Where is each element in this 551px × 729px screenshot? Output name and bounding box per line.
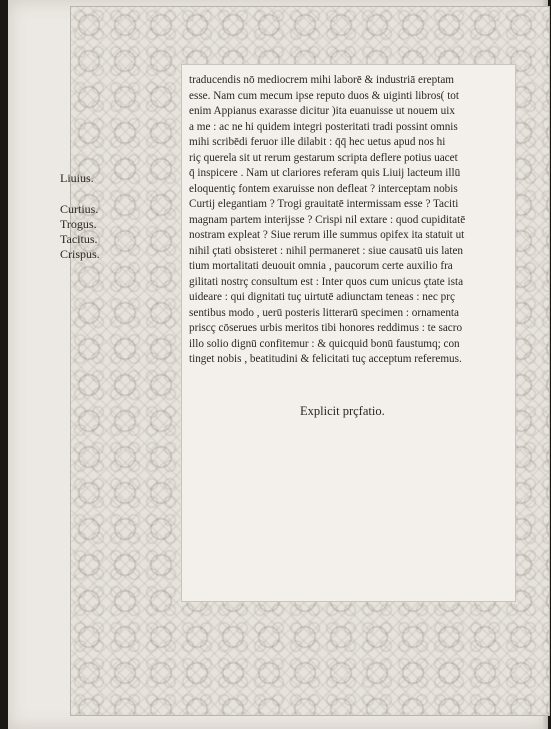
text-line: sentibus modo , uerū posteris litterarū specimen : ornamenta [189, 306, 459, 319]
text-line: a me : ac ne hi quidem integri posteritati tradi possint omnis [189, 120, 458, 133]
margin-note-livius: Liuius. [60, 171, 94, 185]
text-line: illo solio dignū confitemur : & quicquid bonū faustumq; con [189, 337, 460, 350]
margin-note-tacitus: Tacitus. [60, 232, 98, 246]
text-line: uideare : qui dignitati tuç uirtutē adiunctam teneas : nec prç [189, 291, 455, 303]
margin-note-trogus: Trogus. [60, 217, 97, 231]
text-line: riç querela sit ut rerum gestarum scripta deflere potius uacet [189, 151, 458, 164]
explicit-colophon: Explicit prçfatio. [300, 404, 385, 418]
text-line: tinget nobis , beatitudini & felicitati tuç acceptum referemus. [189, 353, 462, 365]
text-line: enim Appianus exarasse dicitur )ita euanuisse ut nouem uix [189, 105, 455, 117]
text-line: q̄ inspicere . Nam ut clariores referam quis Liuij lacteum illū [189, 167, 461, 179]
text-line: eloquentiç fontem exaruisse non defleat ? interceptam nobis [189, 182, 458, 195]
text-line: magnam partem interijsse ? Crispi nil extare : quod cupiditatē [189, 213, 466, 226]
text-line: gilitati nostrç consultum est : Inter quos cum unicus çtate ista [189, 275, 464, 288]
text-line: mihi scribēdi feruor ille dilabit : q̄q̄ hec uetus apud nos hi [189, 136, 446, 148]
text-line: Curtij elegantiam ? Trogi grauitatē intermissam esse ? Taciti [189, 198, 459, 210]
text-line: nihil çtati obsisteret : nihil permaneret : siue causatū uis laten [189, 244, 464, 257]
text-line: priscç cōserues urbis meritos tibi honores reddimus : te sacro [189, 322, 463, 334]
margin-note-crispus: Crispus. [60, 247, 100, 261]
text-line: traducendis nō mediocrem mihi laborē & industriā ereptam [189, 74, 454, 86]
text-line: esse. Nam cum mecum ipse reputo duos & uiginti libros( tot [189, 89, 460, 102]
text-line: tium mortalitati deuouit omnia , paucorum certe auxilio fra [189, 260, 453, 272]
margin-note-curtius: Curtius. [60, 202, 99, 216]
main-text-block [189, 73, 507, 368]
text-line: nostram expleat ? Siue rerum ille summus opifex ita statuit ut [189, 229, 465, 241]
